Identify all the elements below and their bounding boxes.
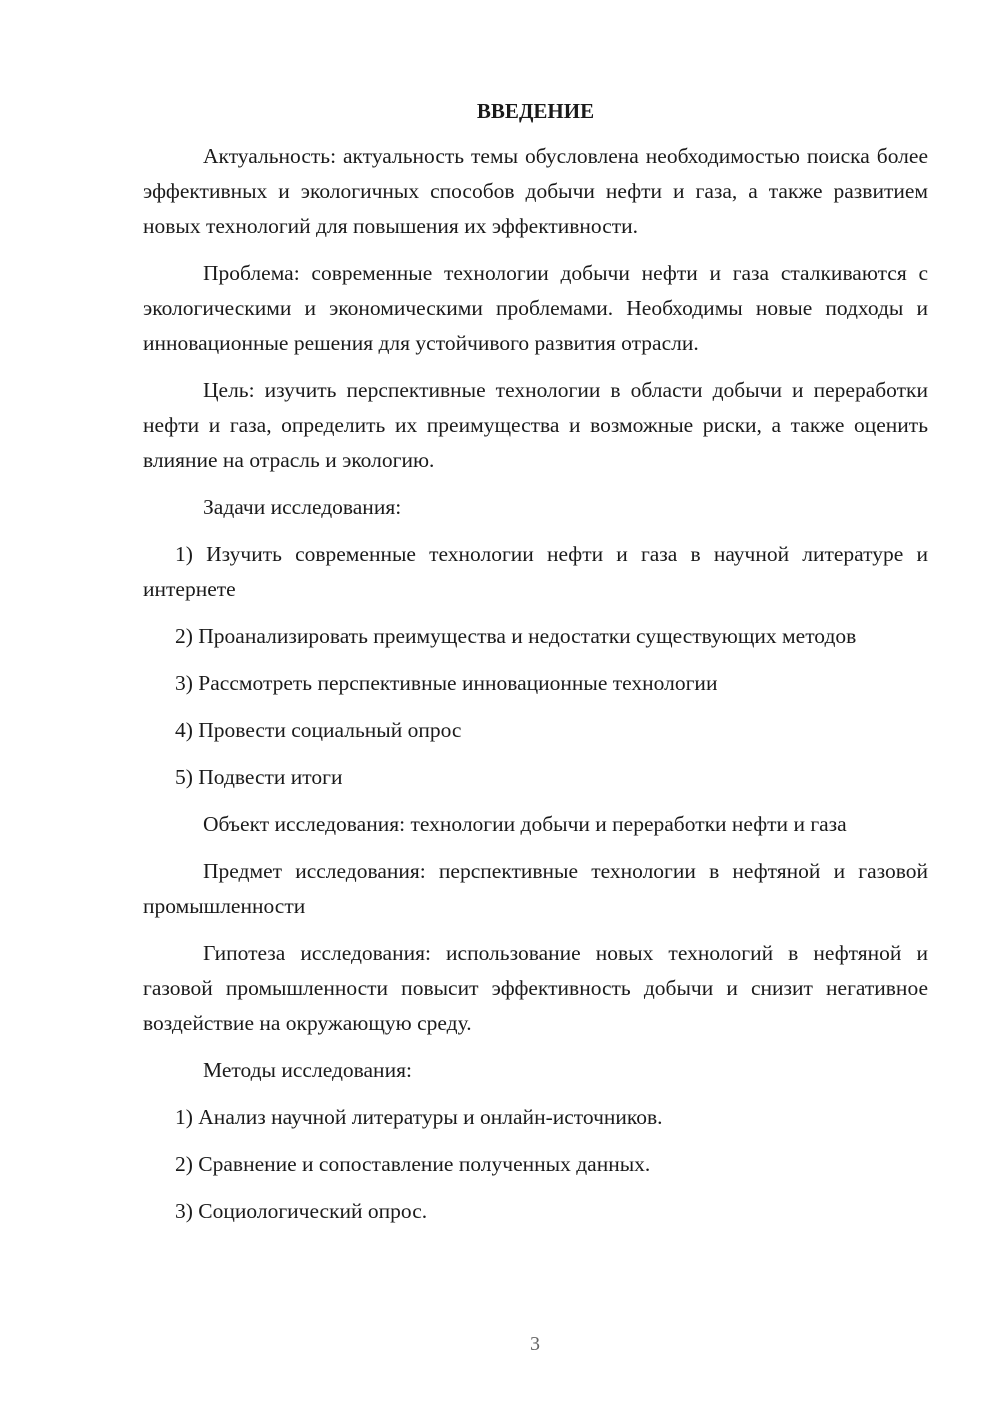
relevance-paragraph: Актуальность: актуальность темы обусловлена необходимостью поиска более эффективных и экологичных способов добычи нефти и газа, а также развитием новых технологий для повышения их эффективности. [143,144,928,238]
task-item: 2) Проанализировать преимущества и недостатки существующих методов [175,624,857,648]
research-subject-paragraph: Предмет исследования: перспективные технологии в нефтяной и газовой промышленности [143,859,928,918]
goal-paragraph: Цель: изучить перспективные технологии в области добычи и переработки нефти и газа, определить их преимущества и возможные риски, а также оценить влияние на отрасль и экологию. [143,378,928,472]
methods-label: Методы исследования: [203,1058,412,1082]
page-content [143,96,928,1241]
research-object-paragraph: Объект исследования: технологии добычи и переработки нефти и газа [203,812,847,836]
method-item: 1) Анализ научной литературы и онлайн-источников. [175,1105,663,1129]
task-item: 1) Изучить современные технологии нефти и газа в научной литературе и интернете [143,542,928,601]
method-item: 2) Сравнение и сопоставление полученных данных. [175,1152,651,1176]
tasks-label: Задачи исследования: [203,495,402,519]
task-item: 4) Провести социальный опрос [175,718,462,742]
task-item: 5) Подвести итоги [175,765,343,789]
task-item: 3) Рассмотреть перспективные инновационные технологии [175,671,718,695]
research-hypothesis-paragraph: Гипотеза исследования: использование новых технологий в нефтяной и газовой промышленности повысит эффективность добычи и снизит негативное воздействие на окружающую среду. [143,941,928,1035]
page-number: 3 [530,1333,540,1355]
section-heading: ВВЕДЕНИЕ [476,99,595,123]
problem-paragraph: Проблема: современные технологии добычи нефти и газа сталкиваются с экологическими и экономическими проблемами. Необходимы новые подходы и инновационные решения для устойчивого развития отрасли. [143,261,928,355]
method-item: 3) Социологический опрос. [175,1199,428,1223]
